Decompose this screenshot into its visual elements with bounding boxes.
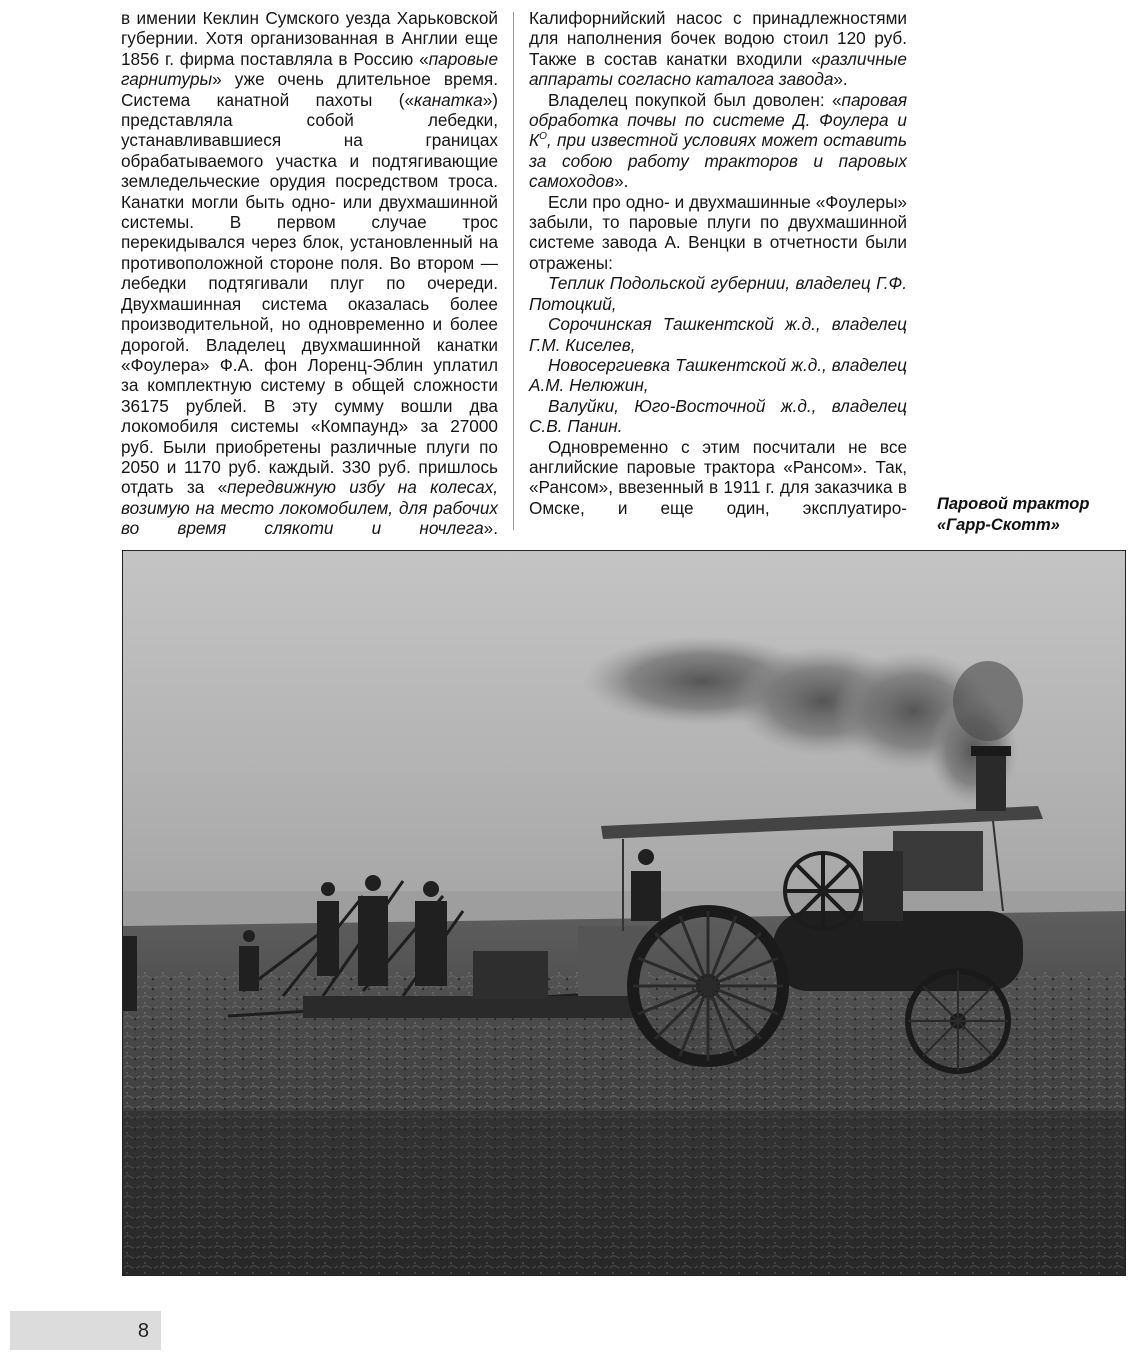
text-run: ». (833, 69, 848, 90)
text-run: » уже очень длительное время. Система канатной пахоты (« (121, 69, 498, 110)
flywheel-icon (785, 853, 861, 929)
italic-run: различные аппараты согласно каталога завода (529, 48, 907, 90)
right-paragraph-1 (529, 8, 907, 90)
italic-run: Валуйки, Юго-Восточной ж.д., владелец С.В. Панин. (529, 395, 907, 437)
italic-run: паровые гарнитуры (121, 48, 498, 90)
right-paragraph-2 (529, 90, 907, 192)
left-column (121, 8, 498, 539)
caption-line: Паровой трактор (937, 495, 1090, 513)
page-number-tab (10, 1311, 161, 1350)
front-wheel-icon (908, 971, 1008, 1071)
text-run: Владелец покупкой был доволен: « (548, 89, 842, 110)
list-item (529, 355, 907, 396)
italic-run: Новосергиевка Ташкентской ж.д., владелец А.М. Нелюжин, (529, 354, 907, 396)
text-run: в имении Кеклин Сумского уезда Харьковской губернии. Хотя организованная в Англии еще 1856 г. фирма поставляла в Россию « (121, 8, 498, 69)
column-divider (513, 12, 514, 530)
text-run: ». (614, 171, 629, 192)
photo-caption (937, 494, 1127, 535)
left-paragraph-1 (121, 8, 498, 539)
right-paragraph-4: Одновременно с этим посчитали не все английские паровые трактора «Рансом». Так, «Рансом», ввезенный в 1911 г. для заказчика в Омске, и еще один, эксплуатиро- (529, 436, 907, 518)
list-item (529, 314, 907, 355)
italic-run: передвижную избу на колесах, возимую на место локомобилем, для рабочих во время слякоти и ночлега (121, 477, 499, 539)
page-number: 8 (137, 1320, 149, 1342)
italic-run: , при известной условиях может оставить за собою работу тракторов и паровых самоходов (529, 130, 907, 192)
list-item (529, 396, 907, 437)
right-column (529, 8, 907, 518)
italic-run: Сорочинская Ташкентской ж.д., владелец Г.М. Киселев, (529, 314, 907, 355)
photo-illustration (123, 551, 1125, 1275)
steam-tractor-photo (122, 550, 1126, 1276)
rear-wheel-icon (633, 911, 783, 1061)
right-paragraph-3: Если про одно- и двухмашинные «Фоулеры» забыли, то паровые плуги по двухмашинной системе завода А. Венцки в отчетности были отражены: (529, 191, 907, 273)
caption-line: «Гарр-Скотт» (937, 515, 1060, 534)
text-run: ») представляла собой лебедки, устанавливавшиеся на границах обрабатываемого участка и подтягивающие земледельческие орудия посредством троса. Канатки могли быть одно- или двухмашинной системы. В первом случае трос перекидывался через блок, установленный на противоположной стороне поля. Во втором — лебедки подтягивали плуг по очереди. Двухмашинная система оказалась более производительной, но одновременно и более дорогой. Владелец двухмашинной канатки «Фоулера» Ф.А. фон Лоренц-Эблин уплатил за комплектную систему в общей сложности 36175 рублей. В эту сумму вошли два локомобиля системы «Компаунд» за 27000 руб. Были приобретены различные плуги по 2050 и 1170 руб. каждый. 330 руб. пришлось отдать за « (121, 89, 498, 498)
italic-run: Теплик Подольской губернии, владелец Г.Ф. Потоцкий, (529, 273, 907, 314)
text-run: Калифорнийский насос с принадлежностями для наполнения бочек водою стоил 120 руб. Также в состав канатки входили « (529, 8, 907, 69)
list-item (529, 273, 907, 314)
italic-run: паровая обработка почвы по системе Д. Фоулера и К (529, 89, 907, 151)
italic-run: канатка (414, 89, 483, 110)
superscript: О (539, 131, 547, 143)
text-run: ». (483, 518, 498, 539)
